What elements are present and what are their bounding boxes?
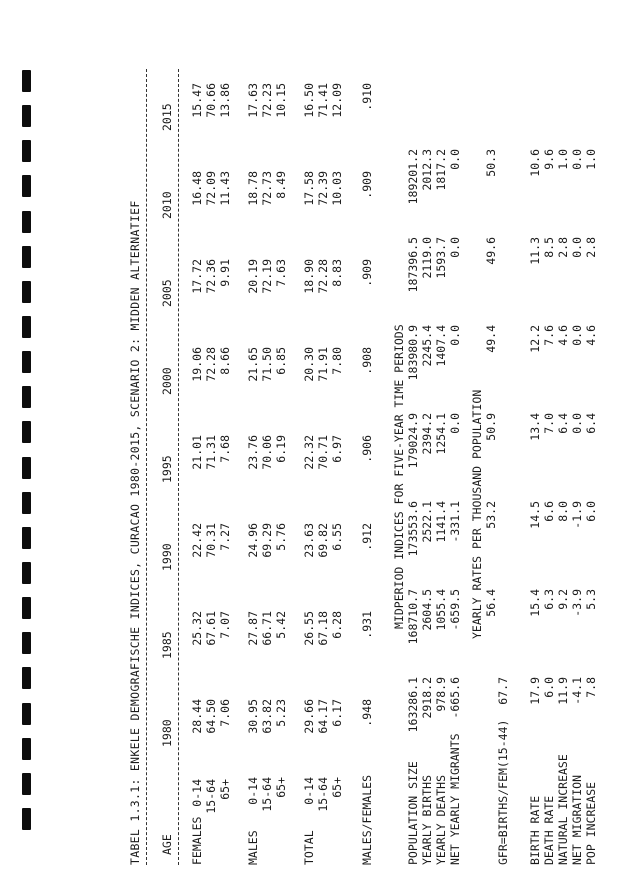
table-row bbox=[246, 65, 260, 865]
table-cell: 6.55 bbox=[330, 523, 344, 551]
binding-hole bbox=[22, 281, 31, 303]
table-cell: 1.0 bbox=[584, 149, 598, 170]
table-cell: 7.68 bbox=[218, 435, 232, 463]
table-cell: 0.0 bbox=[570, 237, 584, 258]
table-cell: 26.55 bbox=[302, 611, 316, 646]
table-cell: 1055.4 bbox=[434, 589, 448, 631]
table-row bbox=[542, 65, 556, 865]
table-cell: 50.3 bbox=[484, 149, 498, 177]
table-cell: 13.86 bbox=[218, 83, 232, 118]
binding-hole bbox=[22, 70, 31, 92]
table-cell: 0.0 bbox=[448, 149, 462, 170]
year-header: 2000 bbox=[160, 367, 174, 395]
table-cell: 7.6 bbox=[542, 325, 556, 346]
table-cell: -3.9 bbox=[570, 589, 584, 617]
table-cell: 71.41 bbox=[316, 83, 330, 118]
table-cell: 17.72 bbox=[190, 259, 204, 294]
age-label: 65+ bbox=[330, 777, 344, 798]
table-cell: 12.2 bbox=[528, 325, 542, 353]
group-label: MALES bbox=[246, 830, 260, 865]
table-cell: 27.87 bbox=[246, 611, 260, 646]
age-label: 15-64 bbox=[316, 777, 330, 812]
binding-hole bbox=[22, 492, 31, 514]
table-cell: 72.28 bbox=[316, 259, 330, 294]
table-cell: 9.91 bbox=[218, 259, 232, 287]
table-row bbox=[570, 65, 584, 865]
table-cell: 2.8 bbox=[584, 237, 598, 258]
document-page bbox=[126, 61, 630, 865]
table-cell: 8.66 bbox=[218, 347, 232, 375]
table-row bbox=[420, 65, 434, 865]
table-row bbox=[434, 65, 448, 865]
rotated-table bbox=[126, 61, 616, 865]
table-cell: 1.0 bbox=[556, 149, 570, 170]
table-cell: .910 bbox=[360, 83, 374, 111]
header-rule bbox=[178, 69, 179, 865]
table-cell: -1.9 bbox=[570, 501, 584, 529]
binding-hole bbox=[22, 457, 31, 479]
binding-hole bbox=[22, 527, 31, 549]
table-cell: 69.82 bbox=[316, 523, 330, 558]
table-cell: 8.0 bbox=[556, 501, 570, 522]
table-cell: 1254.1 bbox=[434, 413, 448, 455]
table-cell: 4.6 bbox=[584, 325, 598, 346]
binding-hole bbox=[22, 386, 31, 408]
table-cell: 23.76 bbox=[246, 435, 260, 470]
table-cell: 20.30 bbox=[302, 347, 316, 382]
table-row bbox=[528, 65, 542, 865]
table-cell: 179024.9 bbox=[406, 413, 420, 469]
table-cell: -665.6 bbox=[448, 677, 462, 719]
binding-hole bbox=[22, 703, 31, 725]
table-cell: 6.0 bbox=[584, 501, 598, 522]
table-cell: 11.3 bbox=[528, 237, 542, 265]
table-cell: 71.91 bbox=[316, 347, 330, 382]
table-row bbox=[556, 65, 570, 865]
table-cell: 71.50 bbox=[260, 347, 274, 382]
table-cell: 1817.2 bbox=[434, 149, 448, 191]
age-label: 65+ bbox=[274, 777, 288, 798]
table-cell: 6.28 bbox=[330, 611, 344, 639]
table-cell: 72.73 bbox=[260, 171, 274, 206]
table-row bbox=[218, 65, 232, 865]
table-cell: 163286.1 bbox=[406, 677, 420, 733]
table-cell: 17.63 bbox=[246, 83, 260, 118]
table-cell: 15.4 bbox=[528, 589, 542, 617]
table-cell: 10.15 bbox=[274, 83, 288, 118]
table-cell: 168710.7 bbox=[406, 589, 420, 645]
table-cell: 49.6 bbox=[484, 237, 498, 265]
table-cell: 19.06 bbox=[190, 347, 204, 382]
table-cell: 1141.4 bbox=[434, 501, 448, 543]
binding-hole bbox=[22, 632, 31, 654]
table-row bbox=[190, 65, 204, 865]
table-cell: 0.0 bbox=[570, 325, 584, 346]
table-cell: 18.90 bbox=[302, 259, 316, 294]
table-cell: 64.17 bbox=[316, 699, 330, 734]
table-cell: 11.43 bbox=[218, 171, 232, 206]
table-cell: 8.5 bbox=[542, 237, 556, 258]
binding-hole bbox=[22, 808, 31, 830]
table-cell: 15.47 bbox=[190, 83, 204, 118]
binding-hole bbox=[22, 773, 31, 795]
table-row bbox=[316, 65, 330, 865]
table-cell: .909 bbox=[360, 171, 374, 199]
table-cell: 72.36 bbox=[204, 259, 218, 294]
table-cell: 12.09 bbox=[330, 83, 344, 118]
table-cell: 7.0 bbox=[542, 413, 556, 434]
binding-hole bbox=[22, 105, 31, 127]
gfr-label: GFR=BIRTHS/FEM(15-44) bbox=[496, 719, 510, 865]
table-cell: 6.3 bbox=[542, 589, 556, 610]
age-label: 15-64 bbox=[204, 779, 218, 814]
table-cell: 22.42 bbox=[190, 523, 204, 558]
yearly-rates-title: YEARLY RATES PER THOUSAND POPULATION bbox=[470, 389, 484, 639]
age-label: 15-64 bbox=[260, 777, 274, 812]
table-cell: 67.61 bbox=[204, 611, 218, 646]
table-cell: 17.58 bbox=[302, 171, 316, 206]
table-cell: 6.4 bbox=[584, 413, 598, 434]
table-cell: .931 bbox=[360, 611, 374, 639]
table-row bbox=[330, 65, 344, 865]
table-cell: 0.0 bbox=[448, 325, 462, 346]
table-cell: 4.6 bbox=[556, 325, 570, 346]
table-cell: 978.9 bbox=[434, 677, 448, 712]
table-cell: 67.18 bbox=[316, 611, 330, 646]
table-cell: 66.71 bbox=[260, 611, 274, 646]
table-row bbox=[484, 65, 510, 865]
binding-hole bbox=[22, 246, 31, 268]
table-cell: 56.4 bbox=[484, 589, 498, 617]
table-cell: 6.97 bbox=[330, 435, 344, 463]
table-cell: 63.82 bbox=[260, 699, 274, 734]
binding-hole bbox=[22, 597, 31, 619]
table-cell: 6.85 bbox=[274, 347, 288, 375]
table-cell: 6.0 bbox=[542, 677, 556, 698]
table-cell: 71.31 bbox=[204, 435, 218, 470]
table-cell: 28.44 bbox=[190, 699, 204, 734]
year-header: 2005 bbox=[160, 279, 174, 307]
table-cell: 6.6 bbox=[542, 501, 556, 522]
binding-hole bbox=[22, 316, 31, 338]
table-cell: 70.31 bbox=[204, 523, 218, 558]
table-cell: .906 bbox=[360, 435, 374, 463]
year-header: 2015 bbox=[160, 103, 174, 131]
table-row bbox=[204, 65, 218, 865]
table-row bbox=[584, 65, 598, 865]
year-header: 2010 bbox=[160, 191, 174, 219]
table-cell: 7.80 bbox=[330, 347, 344, 375]
table-cell: 0.0 bbox=[570, 149, 584, 170]
table-cell: 5.76 bbox=[274, 523, 288, 551]
table-cell: 2522.1 bbox=[420, 501, 434, 543]
table-cell: 17.9 bbox=[528, 677, 542, 705]
table-cell: 21.01 bbox=[190, 435, 204, 470]
table-cell: 0.0 bbox=[448, 237, 462, 258]
row-label: YEARLY DEATHS bbox=[434, 774, 448, 865]
table-cell: 2012.3 bbox=[420, 149, 434, 191]
table-cell: 20.19 bbox=[246, 259, 260, 294]
table-row bbox=[260, 65, 274, 865]
table-cell: 2119.0 bbox=[420, 237, 434, 279]
table-cell: .948 bbox=[360, 699, 374, 727]
table-cell: 50.9 bbox=[484, 413, 498, 441]
row-label: NET MIGRATION bbox=[570, 774, 584, 865]
table-cell: 11.9 bbox=[556, 677, 570, 705]
table-cell: 69.29 bbox=[260, 523, 274, 558]
table-cell: 189201.2 bbox=[406, 149, 420, 205]
row-label: POPULATION SIZE bbox=[406, 761, 420, 865]
table-cell: 1593.7 bbox=[434, 237, 448, 279]
year-header: 1985 bbox=[160, 631, 174, 659]
year-header: 1995 bbox=[160, 455, 174, 483]
table-cell: 72.28 bbox=[204, 347, 218, 382]
table-sheet bbox=[126, 61, 616, 865]
table-cell: 30.95 bbox=[246, 699, 260, 734]
group-label: TOTAL bbox=[302, 830, 316, 865]
table-cell: 5.3 bbox=[584, 589, 598, 610]
table-cell: 10.6 bbox=[528, 149, 542, 177]
table-cell: 7.63 bbox=[274, 259, 288, 287]
table-cell: 173553.6 bbox=[406, 501, 420, 557]
table-cell: 8.49 bbox=[274, 171, 288, 199]
table-cell: 6.17 bbox=[330, 699, 344, 727]
table-cell: 1407.4 bbox=[434, 325, 448, 367]
table-cell: -4.1 bbox=[570, 677, 584, 705]
table-cell: 6.4 bbox=[556, 413, 570, 434]
table-cell: 7.07 bbox=[218, 611, 232, 639]
binding-hole bbox=[22, 738, 31, 760]
table-cell: 29.66 bbox=[302, 699, 316, 734]
age-label: 0-14 bbox=[246, 777, 260, 805]
age-label: 0-14 bbox=[190, 779, 204, 807]
table-cell: 9.2 bbox=[556, 589, 570, 610]
row-label: BIRTH RATE bbox=[528, 795, 542, 865]
table-cell: 70.06 bbox=[260, 435, 274, 470]
table-cell: .908 bbox=[360, 347, 374, 375]
table-cell: 53.2 bbox=[484, 501, 498, 529]
table-cell: 0.0 bbox=[448, 413, 462, 434]
binding-hole bbox=[22, 562, 31, 584]
title-rule bbox=[146, 69, 147, 865]
table-cell: -659.5 bbox=[448, 589, 462, 631]
table-cell: 16.48 bbox=[190, 171, 204, 206]
table-cell: 187396.5 bbox=[406, 237, 420, 293]
table-cell: 0.0 bbox=[570, 413, 584, 434]
table-row bbox=[302, 65, 316, 865]
table-row bbox=[274, 65, 288, 865]
row-label: NATURAL INCREASE bbox=[556, 754, 570, 865]
table-cell: 72.19 bbox=[260, 259, 274, 294]
table-cell: .909 bbox=[360, 259, 374, 287]
table-row bbox=[406, 65, 420, 865]
table-cell: 23.63 bbox=[302, 523, 316, 558]
table-cell: 72.09 bbox=[204, 171, 218, 206]
table-cell: 13.4 bbox=[528, 413, 542, 441]
table-cell: 22.32 bbox=[302, 435, 316, 470]
row-label: POP INCREASE bbox=[584, 781, 598, 865]
table-cell: 10.03 bbox=[330, 171, 344, 206]
table-cell: 6.19 bbox=[274, 435, 288, 463]
binding-holes bbox=[22, 70, 36, 830]
table-cell: 14.5 bbox=[528, 501, 542, 529]
table-cell: 70.71 bbox=[316, 435, 330, 470]
table-cell: 2918.2 bbox=[420, 677, 434, 719]
table-cell: -331.1 bbox=[448, 501, 462, 543]
age-label: 65+ bbox=[218, 779, 232, 800]
table-cell: 64.50 bbox=[204, 699, 218, 734]
table-cell: 2245.4 bbox=[420, 325, 434, 367]
row-label: DEATH RATE bbox=[542, 795, 556, 865]
age-label: 0-14 bbox=[302, 777, 316, 805]
group-label: FEMALES bbox=[190, 816, 204, 865]
table-cell: 72.23 bbox=[260, 83, 274, 118]
table-cell: 24.96 bbox=[246, 523, 260, 558]
table-cell: 21.65 bbox=[246, 347, 260, 382]
table-cell: .912 bbox=[360, 523, 374, 551]
binding-hole bbox=[22, 140, 31, 162]
binding-hole bbox=[22, 351, 31, 373]
table-cell: 8.83 bbox=[330, 259, 344, 287]
age-header: AGE bbox=[160, 834, 174, 855]
table-cell: 2604.5 bbox=[420, 589, 434, 631]
table-cell: 72.39 bbox=[316, 171, 330, 206]
binding-hole bbox=[22, 421, 31, 443]
binding-hole bbox=[22, 211, 31, 233]
table-cell: 7.8 bbox=[584, 677, 598, 698]
table-cell: 183980.9 bbox=[406, 325, 420, 381]
table-cell: 2.8 bbox=[556, 237, 570, 258]
table-row bbox=[360, 65, 374, 865]
table-cell: 2394.2 bbox=[420, 413, 434, 455]
row-label: NET YEARLY MIGRANTS bbox=[448, 733, 462, 865]
table-cell: 16.50 bbox=[302, 83, 316, 118]
table-cell: 9.6 bbox=[542, 149, 556, 170]
table-cell: 5.42 bbox=[274, 611, 288, 639]
table-cell: 70.66 bbox=[204, 83, 218, 118]
table-cell: 49.4 bbox=[484, 325, 498, 353]
table-cell: 5.23 bbox=[274, 699, 288, 727]
table-cell: 7.27 bbox=[218, 523, 232, 551]
year-header: 1980 bbox=[160, 719, 174, 747]
table-cell: 18.78 bbox=[246, 171, 260, 206]
year-header: 1990 bbox=[160, 543, 174, 571]
table-title: TABEL 1.3.1: ENKELE DEMOGRAFISCHE INDICES, CURACAO 1980-2015, SCENARIO 2: MIDDEN ALTERNATIEF bbox=[128, 200, 142, 865]
table-cell: 25.32 bbox=[190, 611, 204, 646]
table-cell: 67.7 bbox=[496, 677, 510, 705]
midperiod-title: MIDPERIOD INDICES FOR FIVE-YEAR TIME PERIODS bbox=[392, 324, 406, 629]
males-females-label: MALES/FEMALES bbox=[360, 774, 374, 865]
row-label: YEARLY BIRTHS bbox=[420, 774, 434, 865]
table-row bbox=[448, 65, 462, 865]
binding-hole bbox=[22, 175, 31, 197]
table-cell: 7.06 bbox=[218, 699, 232, 727]
binding-hole bbox=[22, 667, 31, 689]
